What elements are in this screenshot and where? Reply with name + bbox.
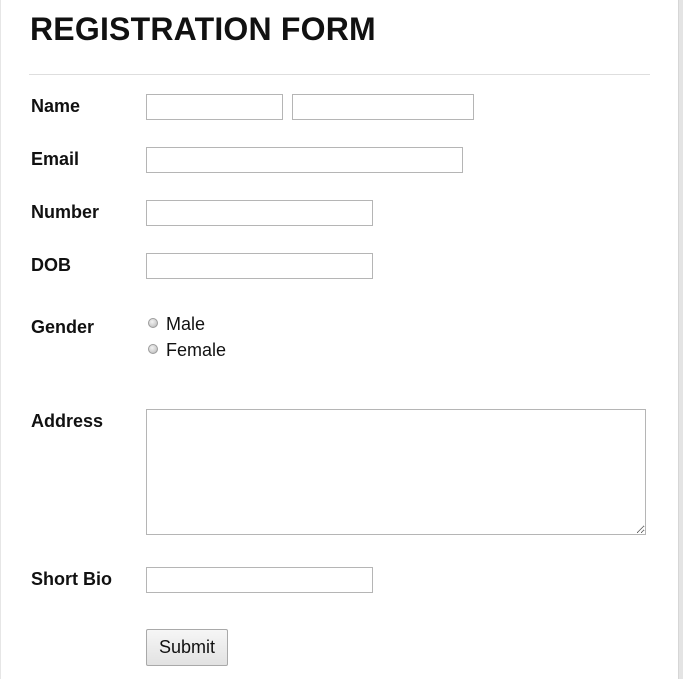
bio-label: Short Bio [31, 569, 112, 589]
female-radio[interactable] [148, 344, 158, 354]
email-input[interactable] [146, 147, 463, 173]
first-name-input[interactable] [146, 94, 283, 120]
number-input[interactable] [146, 200, 373, 226]
male-radio-label: Male [166, 314, 206, 334]
number-label: Number [31, 202, 100, 222]
female-radio-label: Female [166, 340, 227, 360]
page-title: REGISTRATION FORM [30, 11, 376, 47]
left-border [0, 0, 1, 679]
dob-input[interactable] [146, 253, 373, 279]
gender-label: Gender [31, 317, 95, 337]
dob-label: DOB [31, 255, 71, 275]
male-radio[interactable] [148, 318, 158, 328]
bio-input[interactable] [146, 567, 373, 593]
submit-button[interactable]: Submit [146, 629, 228, 666]
address-label: Address [31, 411, 104, 431]
address-textarea[interactable] [146, 409, 646, 535]
right-border [678, 0, 683, 679]
gender-option-female[interactable] [148, 340, 226, 361]
title-divider [29, 74, 650, 75]
email-label: Email [31, 149, 80, 169]
last-name-input[interactable] [292, 94, 474, 120]
gender-option-male[interactable] [148, 314, 205, 335]
name-label: Name [31, 96, 81, 116]
